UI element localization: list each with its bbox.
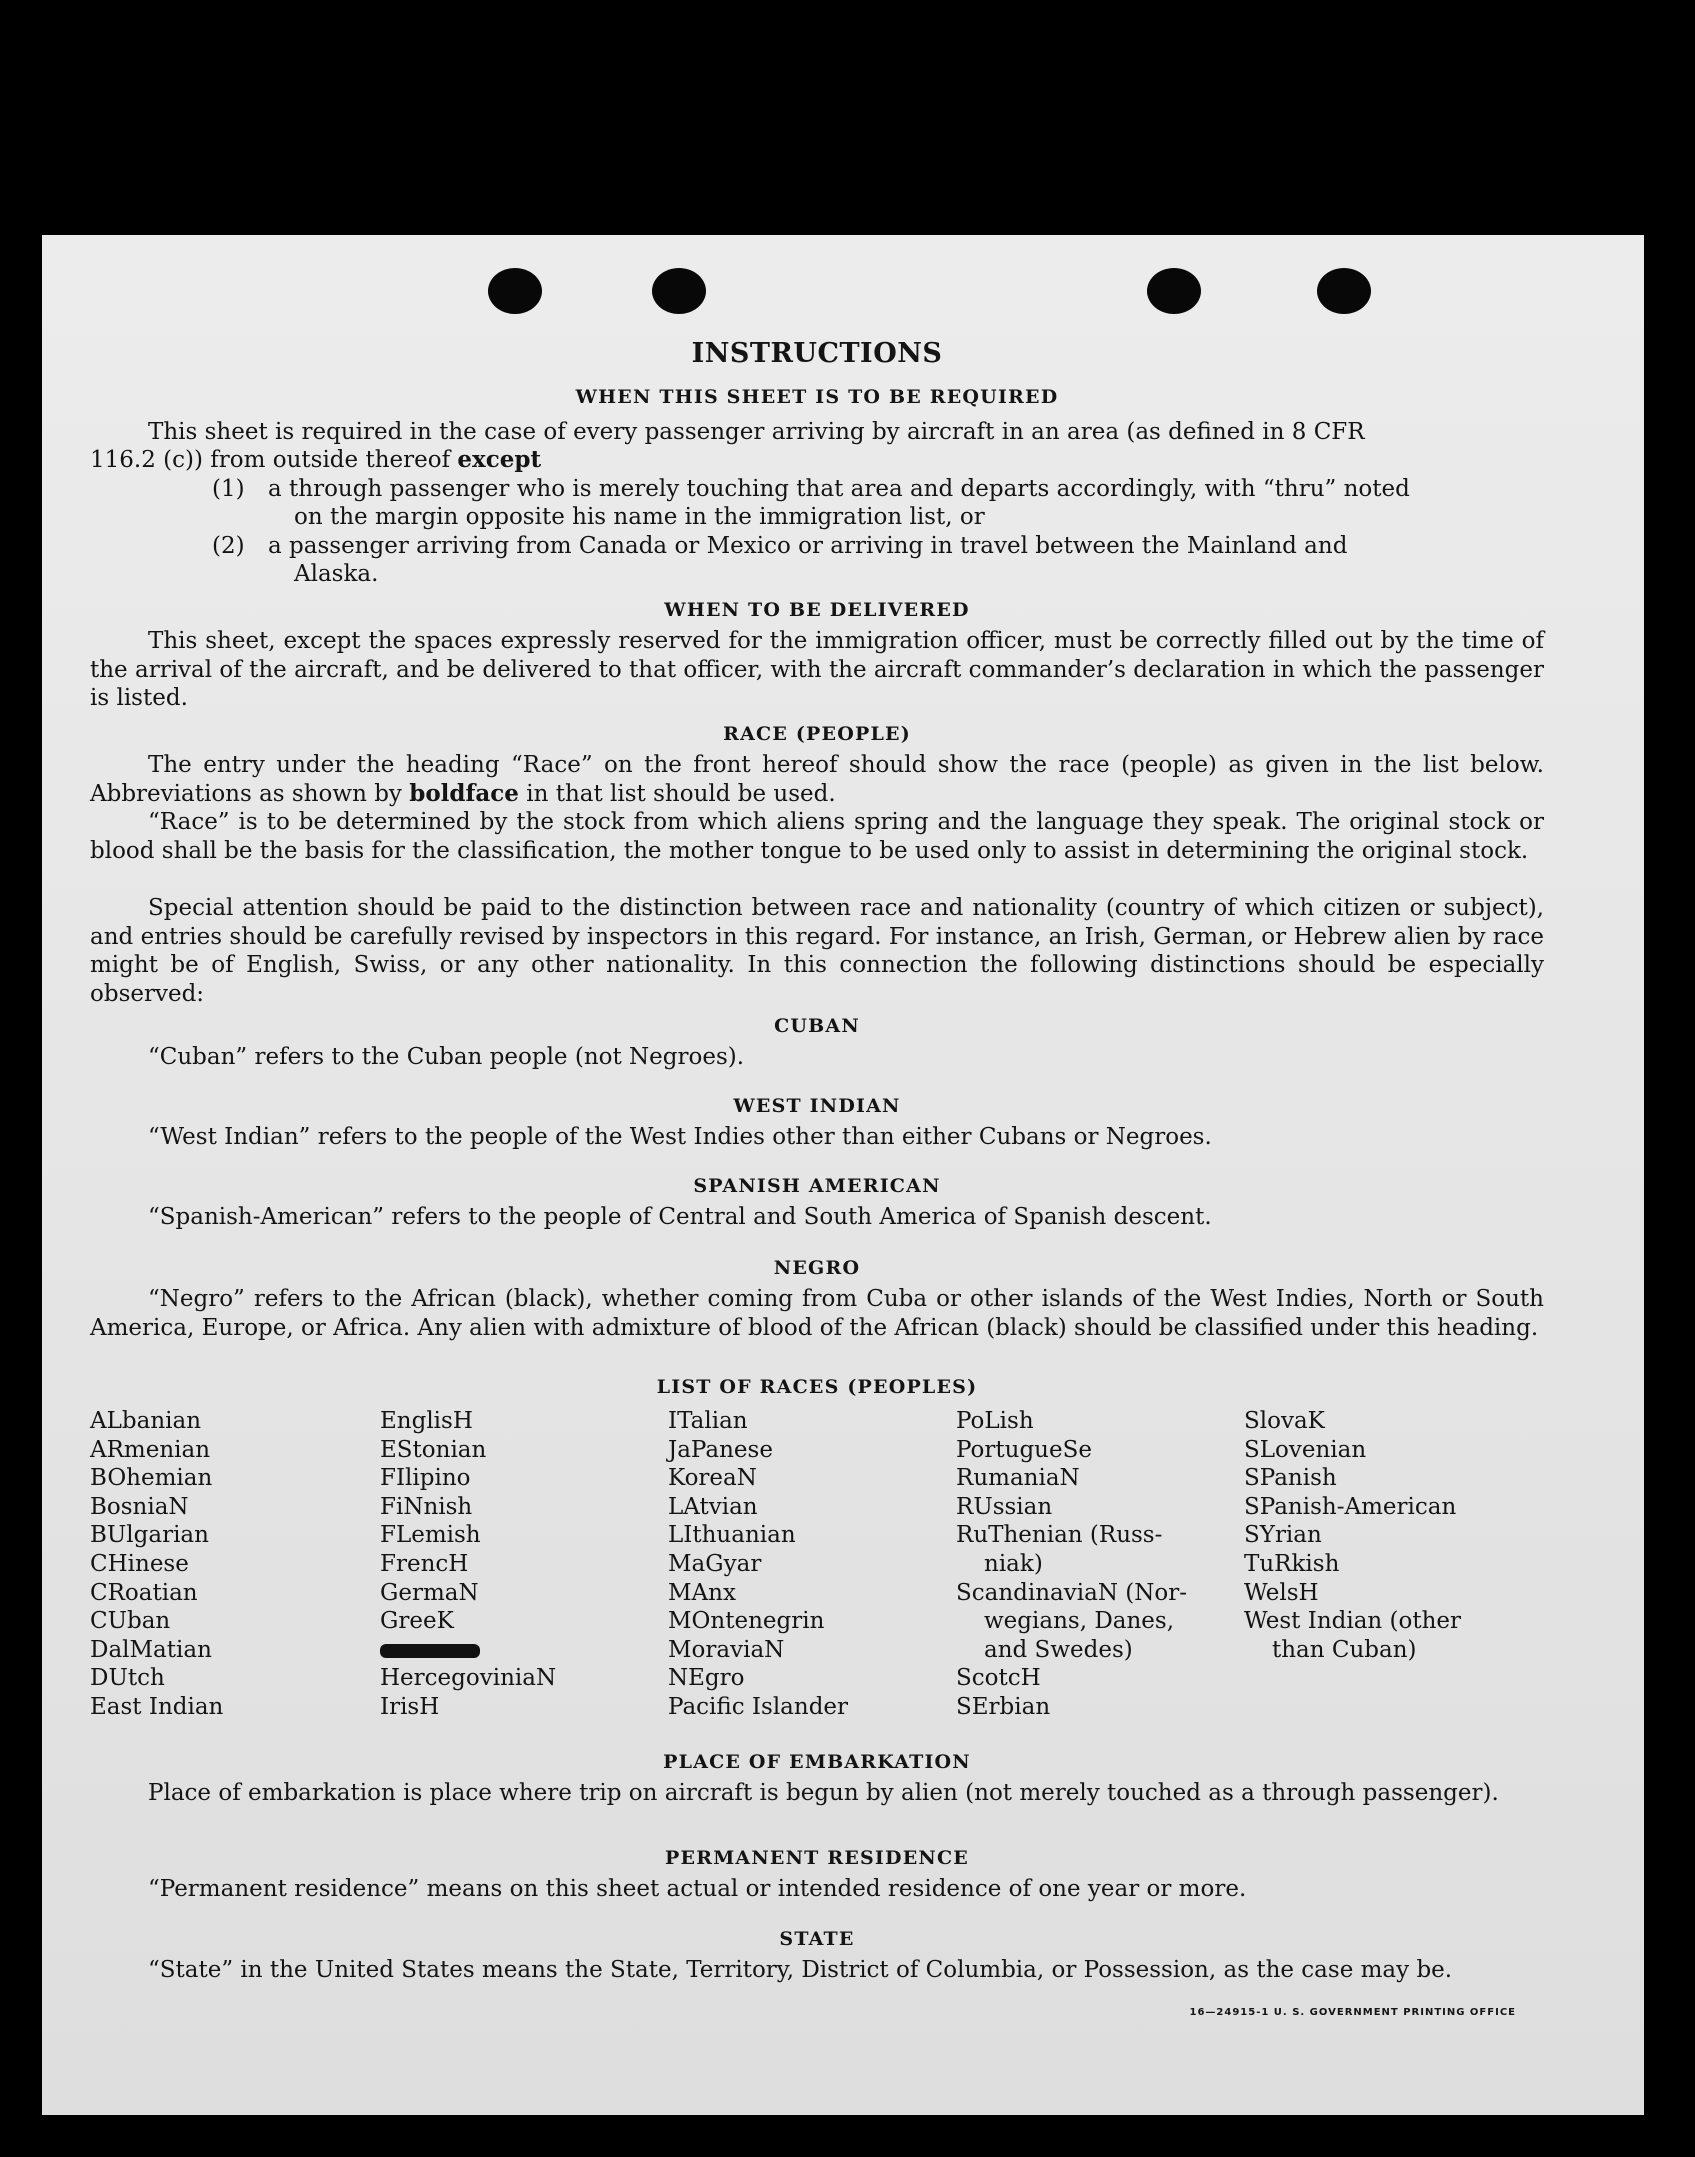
paragraph-permanent-residence: “Permanent residence” means on this sheet actual or intended residence of one year or more. <box>148 1876 1247 1902</box>
race-entry: CRoatian <box>90 1579 198 1606</box>
race-column-5 <box>1244 1407 1461 1664</box>
boldface-word: boldface <box>409 779 519 807</box>
heading-when-required: WHEN THIS SHEET IS TO BE REQUIRED <box>575 386 1059 408</box>
race-entry: JaPanese <box>668 1436 773 1463</box>
race-entry: ScandinaviaN (Nor- <box>956 1579 1187 1606</box>
race-entry: TuRkish <box>1244 1550 1340 1577</box>
race-entry: SlovaK <box>1244 1408 1325 1434</box>
race-entry: IrisH <box>380 1693 440 1720</box>
race-entry: FiNnish <box>380 1493 473 1520</box>
paragraph-spanish-american: “Spanish-American” refers to the people of Central and South America of Spanish descent. <box>148 1204 1212 1230</box>
paragraph-cuban: “Cuban” refers to the Cuban people (not Negroes). <box>148 1044 745 1070</box>
race-entry: PortugueSe <box>956 1436 1092 1463</box>
instruction-sheet <box>42 235 1644 2115</box>
race-entry: ARmenian <box>90 1436 211 1463</box>
exception-item-2 <box>212 532 1544 590</box>
race-entry: FrencH <box>380 1550 469 1577</box>
race-text: The entry under the heading “Race” on the front hereof should show the race (people) as given in the list below. Abbreviations as shown by <box>90 752 1544 807</box>
exception-item-1 <box>212 475 1544 533</box>
race-entry: BUlgarian <box>90 1522 209 1549</box>
race-entry: RuThenian (Russ- <box>956 1522 1163 1549</box>
race-entry: HercegoviniaN <box>380 1665 557 1692</box>
page-title: INSTRUCTIONS <box>691 338 943 369</box>
paragraph-embarkation: Place of embarkation is place where trip on aircraft is begun by alien (not merely touched as a through passenger). <box>148 1780 1499 1806</box>
ink-blot <box>380 1644 480 1658</box>
race-entry: FIlipino <box>380 1465 471 1492</box>
heading-negro: NEGRO <box>773 1257 861 1279</box>
race-text: in that list should be used. <box>526 780 836 807</box>
race-entry: BOhemian <box>90 1465 213 1492</box>
heading-list-of-races: LIST OF RACES (PEOPLES) <box>656 1376 978 1398</box>
item-text: a passenger arriving from Canada or Mexico or arriving in travel between the Mainland and <box>268 533 1348 559</box>
race-entry: DalMatian <box>90 1636 212 1663</box>
race-entry: EStonian <box>380 1436 487 1463</box>
race-list <box>90 1407 1560 1727</box>
heading-race: RACE (PEOPLE) <box>723 723 911 745</box>
punch-hole <box>488 268 542 314</box>
race-entry: SLovenian <box>1244 1436 1367 1463</box>
race-entry: RumaniaN <box>956 1465 1080 1492</box>
race-entry: CHinese <box>90 1550 189 1577</box>
race-entry: RUssian <box>956 1493 1053 1520</box>
item-number: (1) <box>212 476 245 502</box>
race-entry: GermaN <box>380 1579 479 1606</box>
heading-when-delivered: WHEN TO BE DELIVERED <box>664 599 970 621</box>
race-entry: KoreaN <box>668 1465 757 1492</box>
paragraph-state: “State” in the United States means the State, Territory, District of Columbia, or Possession, as the case may be. <box>148 1957 1453 1983</box>
paragraph-when-delivered: This sheet, except the spaces expressly reserved for the immigration officer, must be correctly filled out by the time of the arrival of the aircraft, and be delivered to that officer, with the aircraft commander’s declaration in which the passenger is listed. <box>90 628 1544 712</box>
paragraph-race-3: Special attention should be paid to the distinction between race and nationality (country of which citizen or subject), and entries should be carefully revised by inspectors in this regard. For instance, an Irish, German, or Hebrew alien by race might be of English, Swiss, or any other nationality. In this connection the following distinctions should be especially observed: <box>90 895 1544 1007</box>
heading-embarkation: PLACE OF EMBARKATION <box>663 1751 971 1773</box>
paragraph-when-required-line2 <box>90 446 1544 475</box>
race-entry: SPanish-American <box>1244 1493 1457 1520</box>
item-text-continued: Alaska. <box>294 561 379 587</box>
race-entry: EnglisH <box>380 1408 473 1434</box>
race-entry: PoLish <box>956 1408 1034 1434</box>
heading-state: STATE <box>779 1928 855 1950</box>
race-entry: SErbian <box>956 1693 1051 1720</box>
punch-hole <box>1317 268 1371 314</box>
race-entry: MoraviaN <box>668 1636 785 1663</box>
item-text: a through passenger who is merely touching that area and departs accordingly, with “thru” noted <box>268 476 1410 502</box>
race-column-4 <box>956 1407 1187 1722</box>
race-entry: GreeK <box>380 1608 454 1635</box>
race-entry: East Indian <box>90 1693 224 1720</box>
item-number: (2) <box>212 533 245 559</box>
race-entry: MAnx <box>668 1579 736 1606</box>
redacted-entry <box>380 1636 556 1665</box>
race-column-2 <box>380 1407 556 1722</box>
race-entry: LIthuanian <box>668 1522 796 1549</box>
printing-office-footer: 16—24915-1 U. S. GOVERNMENT PRINTING OFFICE <box>1189 2007 1516 2018</box>
race-entry: Pacific Islander <box>668 1693 849 1720</box>
race-entry: CUban <box>90 1608 171 1635</box>
heading-spanish-american: SPANISH AMERICAN <box>693 1175 941 1197</box>
paragraph-west-indian: “West Indian” refers to the people of the West Indies other than either Cubans or Negroes. <box>148 1124 1212 1150</box>
item-text-continued: on the margin opposite his name in the immigration list, or <box>294 504 985 530</box>
race-entry: SYrian <box>1244 1522 1322 1549</box>
heading-permanent-residence: PERMANENT RESIDENCE <box>665 1847 969 1869</box>
race-entry: LAtvian <box>668 1493 758 1520</box>
except-bold: except <box>457 446 542 473</box>
paragraph-negro: “Negro” refers to the African (black), whether coming from Cuba or other islands of the West Indies, North or South America, Europe, or Africa. Any alien with admixture of blood of the African (black) should be classified under this heading. <box>90 1286 1544 1341</box>
race-entry: than Cuban) <box>1272 1636 1417 1663</box>
race-entry: wegians, Danes, <box>984 1608 1175 1635</box>
race-entry: West Indian (other <box>1244 1608 1462 1635</box>
race-entry: BosniaN <box>90 1493 189 1520</box>
race-entry: NEgro <box>668 1665 745 1692</box>
race-column-3 <box>668 1407 848 1722</box>
race-column-1 <box>90 1407 223 1722</box>
heading-west-indian: WEST INDIAN <box>733 1095 901 1117</box>
race-entry: ALbanian <box>90 1408 202 1434</box>
race-entry: ScotcH <box>956 1665 1041 1692</box>
punch-hole <box>1147 268 1201 314</box>
race-entry: niak) <box>984 1550 1043 1577</box>
punch-hole <box>652 268 706 314</box>
race-entry: WelsH <box>1244 1579 1319 1606</box>
paragraph-race-2: “Race” is to be determined by the stock from which aliens spring and the language they speak. The original stock or blood shall be the basis for the classification, the mother tongue to be used only to assist in determining the original stock. <box>90 809 1544 864</box>
race-entry: MaGyar <box>668 1550 762 1577</box>
race-entry: ITalian <box>668 1408 748 1434</box>
race-entry: SPanish <box>1244 1465 1337 1492</box>
race-entry: DUtch <box>90 1665 165 1692</box>
paragraph-when-required-line1: This sheet is required in the case of every passenger arriving by aircraft in an area (as defined in 8 CFR <box>148 419 1365 445</box>
paragraph-race-1 <box>90 751 1544 808</box>
race-entry: FLemish <box>380 1522 481 1549</box>
intro-text: 116.2 (c)) from outside thereof <box>90 447 451 473</box>
race-entry: and Swedes) <box>984 1636 1133 1663</box>
heading-cuban: CUBAN <box>774 1015 860 1037</box>
race-entry: MOntenegrin <box>668 1608 825 1635</box>
